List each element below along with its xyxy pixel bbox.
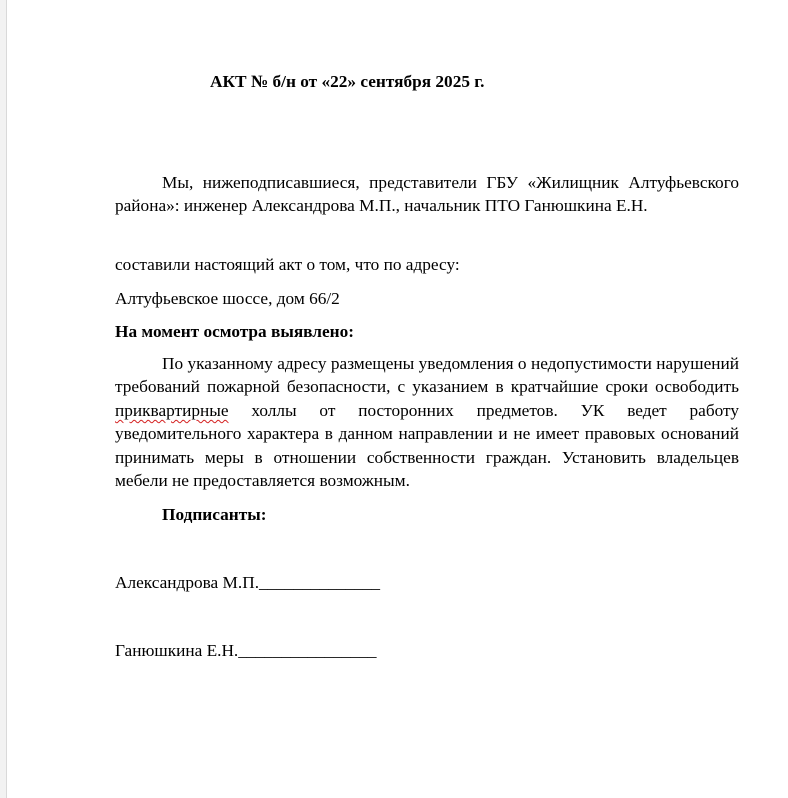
findings-text-part1: По указанному адресу размещены уведомления о недопустимости нарушений требований пожарной безопасности, с указанием в кратчайшие сроки освободить xyxy=(115,354,739,397)
statement-line: составили настоящий акт о том, что по адресу: xyxy=(115,255,460,274)
spellcheck-flagged-word[interactable]: приквартирные xyxy=(115,400,229,420)
findings-heading: На момент осмотра выявлено: xyxy=(115,322,355,341)
intro-paragraph: Мы, нижеподписавшиеся, представители ГБУ «Жилищник Алтуфьевского района»: инженер Александрова М.П., начальник ПТО Ганюшкина Е.Н. xyxy=(115,173,739,216)
document-title: АКТ № б/н от «22» сентября 2025 г. xyxy=(210,72,485,91)
findings-text-part2: холлы от посторонних предметов. УК ведет работу уведомительного характера в данном направлении и не имеет правовых оснований принимать меры в отношении собственности граждан. Установить владельцев мебели не предоставляется возможным. xyxy=(115,400,739,491)
signature-line-ganyushkina: Ганюшкина Е.Н.________________ xyxy=(115,641,377,660)
page-left-edge xyxy=(0,0,7,798)
address-line: Алтуфьевское шоссе, дом 66/2 xyxy=(115,289,340,308)
signature-line-aleksandrova: Александрова М.П.______________ xyxy=(115,573,380,592)
signatories-heading: Подписанты: xyxy=(162,505,267,524)
findings-paragraph xyxy=(115,352,739,492)
